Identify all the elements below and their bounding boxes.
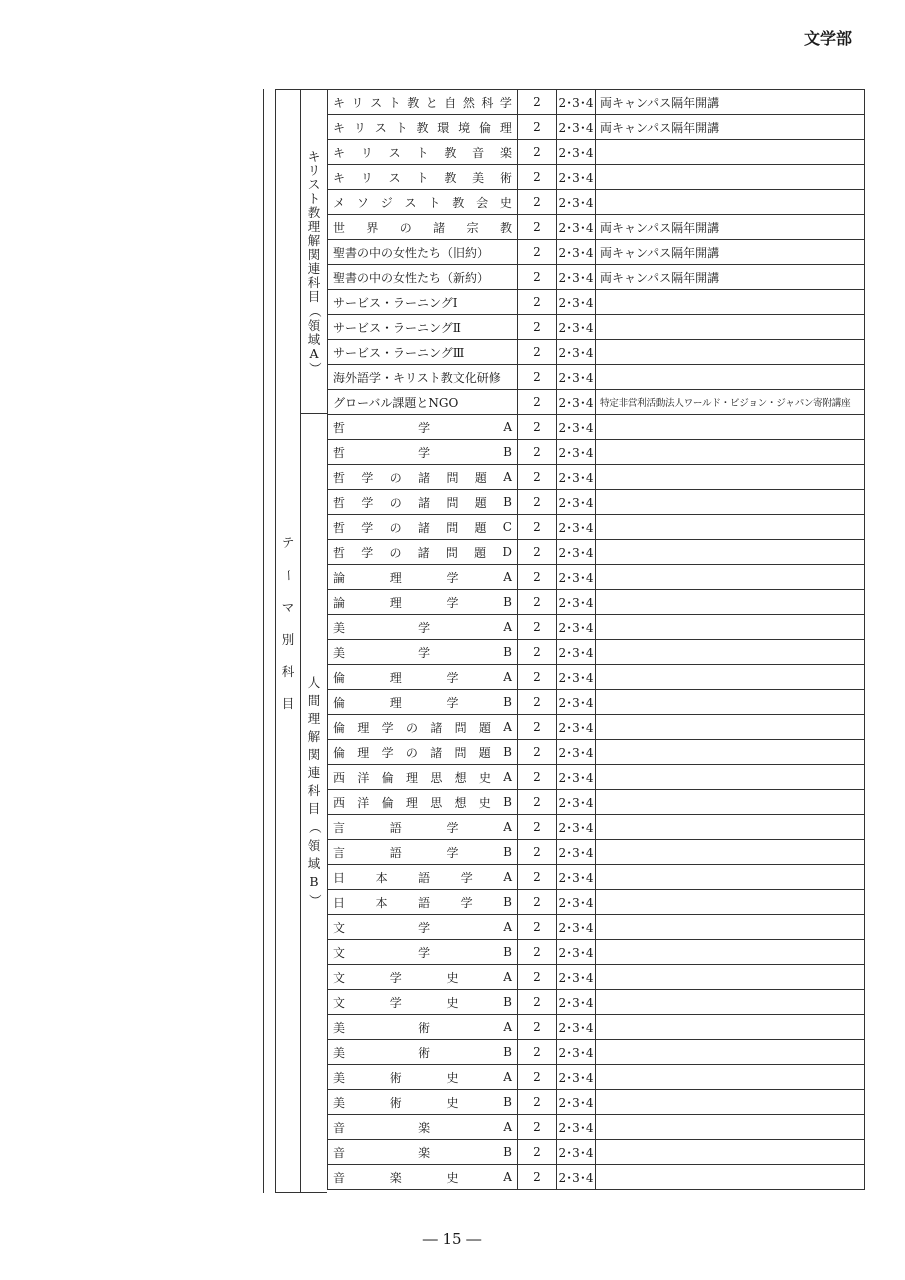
course-row: [328, 840, 865, 865]
course-name: 日 本 語 学 A: [328, 865, 518, 890]
course-row: [328, 215, 865, 240]
course-row: [328, 890, 865, 915]
note-cell: 両キャンパス隔年開講: [596, 240, 865, 265]
label-char: テ: [281, 535, 295, 550]
label-char: 域: [307, 855, 321, 871]
years-cell: 2･3･4: [557, 865, 596, 890]
years-cell: 2･3･4: [557, 765, 596, 790]
years-cell: 2･3･4: [557, 565, 596, 590]
course-row: [328, 1065, 865, 1090]
course-name: 哲 学 の 諸 問 題 C: [328, 515, 518, 540]
note-cell: [596, 290, 865, 315]
years-cell: 2･3･4: [557, 790, 596, 815]
course-name: 倫 理 学 の 諸 問 題 B: [328, 740, 518, 765]
label-char: 教: [307, 205, 321, 220]
years-cell: 2･3･4: [557, 415, 596, 440]
course-name: 海外語学・キリスト教文化研修: [328, 365, 518, 390]
top-border: [275, 89, 327, 90]
course-name: 論 理 学 B: [328, 590, 518, 615]
course-name: 日 本 語 学 B: [328, 890, 518, 915]
label-char: 科: [307, 275, 321, 290]
credits-cell: 2: [518, 340, 557, 365]
credits-cell: 2: [518, 940, 557, 965]
course-row: [328, 715, 865, 740]
years-cell: 2･3･4: [557, 840, 596, 865]
note-cell: [596, 840, 865, 865]
course-name: 美 術 A: [328, 1015, 518, 1040]
course-name: 哲 学 A: [328, 415, 518, 440]
years-cell: 2･3･4: [557, 615, 596, 640]
note-cell: [596, 515, 865, 540]
credits-cell: 2: [518, 665, 557, 690]
credits-cell: 2: [518, 740, 557, 765]
course-name: キ リ ス ト 教 と 自 然 科 学: [328, 90, 518, 115]
course-row: [328, 940, 865, 965]
course-row: [328, 865, 865, 890]
years-cell: 2･3･4: [557, 365, 596, 390]
years-cell: 2･3･4: [557, 215, 596, 240]
credits-cell: 2: [518, 490, 557, 515]
years-cell: 2･3･4: [557, 940, 596, 965]
note-cell: [596, 990, 865, 1015]
years-cell: 2･3･4: [557, 90, 596, 115]
course-row: [328, 990, 865, 1015]
course-row: [328, 1115, 865, 1140]
label-char: 連: [307, 765, 321, 780]
note-cell: [596, 315, 865, 340]
note-cell: [596, 865, 865, 890]
course-name: 美 学 A: [328, 615, 518, 640]
group-separator: [300, 413, 327, 414]
note-cell: [596, 790, 865, 815]
course-row: [328, 640, 865, 665]
credits-cell: 2: [518, 815, 557, 840]
course-name: 西 洋 倫 理 思 想 史 B: [328, 790, 518, 815]
course-row: [328, 1040, 865, 1065]
label-char: 科: [307, 783, 321, 798]
note-cell: 特定非営利活動法人ワールド・ビジョン・ジャパン寄附講座: [596, 390, 865, 415]
course-row: [328, 315, 865, 340]
credits-cell: 2: [518, 465, 557, 490]
course-name: 世 界 の 諸 宗 教: [328, 215, 518, 240]
years-cell: 2･3･4: [557, 515, 596, 540]
credits-cell: 2: [518, 865, 557, 890]
course-row: [328, 440, 865, 465]
course-row: [328, 790, 865, 815]
credits-cell: 2: [518, 990, 557, 1015]
course-name: 西 洋 倫 理 思 想 史 A: [328, 765, 518, 790]
years-cell: 2･3･4: [557, 640, 596, 665]
credits-cell: 2: [518, 165, 557, 190]
note-cell: [596, 340, 865, 365]
course-table: [327, 89, 865, 1190]
years-cell: 2･3･4: [557, 890, 596, 915]
years-cell: 2･3･4: [557, 465, 596, 490]
page-number: ― 15 ―: [422, 1230, 482, 1248]
label-char: 領: [307, 317, 321, 333]
course-row: [328, 1015, 865, 1040]
credits-cell: 2: [518, 240, 557, 265]
note-cell: [596, 465, 865, 490]
note-cell: 両キャンパス隔年開講: [596, 90, 865, 115]
credits-cell: 2: [518, 1140, 557, 1165]
note-cell: [596, 890, 865, 915]
note-cell: [596, 665, 865, 690]
course-row: [328, 1140, 865, 1165]
course-row: [328, 615, 865, 640]
course-name: メ ソ ジ ス ト 教 会 史: [328, 190, 518, 215]
credits-cell: 2: [518, 315, 557, 340]
course-name: 倫 理 学 A: [328, 665, 518, 690]
note-cell: [596, 690, 865, 715]
credits-cell: 2: [518, 415, 557, 440]
course-name: 音 楽 B: [328, 1140, 518, 1165]
course-row: [328, 665, 865, 690]
label-char: 解: [307, 729, 321, 744]
credits-cell: 2: [518, 290, 557, 315]
credits-cell: 2: [518, 890, 557, 915]
credits-cell: 2: [518, 615, 557, 640]
label-char: ー: [281, 568, 297, 582]
course-name: 文 学 A: [328, 915, 518, 940]
label-char: （: [307, 820, 323, 834]
years-cell: 2･3･4: [557, 315, 596, 340]
outer-left-border: [263, 89, 264, 1193]
credits-cell: 2: [518, 715, 557, 740]
label-char: 間: [307, 693, 321, 708]
note-cell: [596, 190, 865, 215]
course-name: 倫 理 学 B: [328, 690, 518, 715]
years-cell: 2･3･4: [557, 1140, 596, 1165]
credits-cell: 2: [518, 1115, 557, 1140]
years-cell: 2･3･4: [557, 990, 596, 1015]
credits-cell: 2: [518, 190, 557, 215]
years-cell: 2･3･4: [557, 815, 596, 840]
course-row: [328, 340, 865, 365]
years-cell: 2･3･4: [557, 390, 596, 415]
note-cell: [596, 1115, 865, 1140]
credits-cell: 2: [518, 365, 557, 390]
note-cell: [596, 565, 865, 590]
note-cell: [596, 540, 865, 565]
course-name: 文 学 史 B: [328, 990, 518, 1015]
label-char: 科: [281, 663, 295, 679]
course-name: 文 学 B: [328, 940, 518, 965]
course-row: [328, 90, 865, 115]
credits-cell: 2: [518, 965, 557, 990]
credits-cell: 2: [518, 1090, 557, 1115]
label-char: ス: [307, 177, 321, 192]
course-row: [328, 815, 865, 840]
years-cell: 2･3･4: [557, 1090, 596, 1115]
label-char: 域: [307, 331, 321, 347]
course-name: 美 学 B: [328, 640, 518, 665]
course-name: グローバル課題とNGO: [328, 390, 518, 415]
note-cell: [596, 765, 865, 790]
label-char: リ: [307, 163, 321, 178]
course-row: [328, 765, 865, 790]
note-cell: [596, 165, 865, 190]
label-char: 連: [307, 261, 321, 276]
note-cell: [596, 940, 865, 965]
label-char: （: [307, 304, 323, 318]
note-cell: [596, 440, 865, 465]
label-char: 理: [307, 219, 321, 234]
note-cell: [596, 365, 865, 390]
credits-cell: 2: [518, 590, 557, 615]
course-row: [328, 140, 865, 165]
credits-cell: 2: [518, 565, 557, 590]
label-char: 目: [307, 801, 321, 816]
credits-cell: 2: [518, 1040, 557, 1065]
years-cell: 2･3･4: [557, 690, 596, 715]
course-name: 論 理 学 A: [328, 565, 518, 590]
course-row: [328, 490, 865, 515]
credits-cell: 2: [518, 440, 557, 465]
credits-cell: 2: [518, 915, 557, 940]
label-char: 目: [281, 695, 295, 711]
credits-cell: 2: [518, 540, 557, 565]
credits-cell: 2: [518, 115, 557, 140]
course-row: [328, 290, 865, 315]
course-name: キ リ ス ト 教 美 術: [328, 165, 518, 190]
note-cell: [596, 1015, 865, 1040]
label-char: ）: [307, 893, 323, 907]
course-name: キ リ ス ト 教 音 楽: [328, 140, 518, 165]
course-row: [328, 415, 865, 440]
note-cell: [596, 415, 865, 440]
label-char: 人: [307, 675, 321, 690]
course-row: [328, 265, 865, 290]
course-name: 文 学 史 A: [328, 965, 518, 990]
label-char: キ: [307, 149, 321, 164]
label-char: 解: [307, 233, 321, 248]
years-cell: 2･3･4: [557, 165, 596, 190]
years-cell: 2･3･4: [557, 190, 596, 215]
credits-cell: 2: [518, 690, 557, 715]
label-char: B: [309, 873, 319, 889]
credits-cell: 2: [518, 1165, 557, 1190]
course-row: [328, 365, 865, 390]
years-cell: 2･3･4: [557, 290, 596, 315]
course-row: [328, 1090, 865, 1115]
credits-cell: 2: [518, 640, 557, 665]
note-cell: [596, 1040, 865, 1065]
group-label-area-b: [304, 676, 324, 907]
course-row: [328, 690, 865, 715]
years-cell: 2･3･4: [557, 440, 596, 465]
note-cell: [596, 490, 865, 515]
course-row: [328, 515, 865, 540]
label-char: マ: [281, 599, 295, 615]
years-cell: 2･3･4: [557, 715, 596, 740]
note-cell: [596, 1090, 865, 1115]
credits-cell: 2: [518, 840, 557, 865]
course-row: [328, 565, 865, 590]
label-char: ）: [307, 361, 323, 375]
course-name: サービス・ラーニングⅢ: [328, 340, 518, 365]
category-divider: [275, 89, 276, 1193]
course-name: 美 術 史 A: [328, 1065, 518, 1090]
credits-cell: 2: [518, 765, 557, 790]
course-name: 聖書の中の女性たち（旧約）: [328, 240, 518, 265]
department-header: 文学部: [803, 29, 852, 48]
years-cell: 2･3･4: [557, 965, 596, 990]
label-char: 関: [307, 247, 321, 262]
credits-cell: 2: [518, 265, 557, 290]
course-name: 哲 学 の 諸 問 題 B: [328, 490, 518, 515]
note-cell: [596, 1165, 865, 1190]
years-cell: 2･3･4: [557, 240, 596, 265]
years-cell: 2･3･4: [557, 340, 596, 365]
note-cell: [596, 965, 865, 990]
course-name: サービス・ラーニングⅠ: [328, 290, 518, 315]
years-cell: 2･3･4: [557, 665, 596, 690]
years-cell: 2･3･4: [557, 1165, 596, 1190]
course-name: キ リ ス ト 教 環 境 倫 理: [328, 115, 518, 140]
label-char: 関: [307, 747, 321, 762]
years-cell: 2･3･4: [557, 1115, 596, 1140]
course-name: 哲 学 の 諸 問 題 D: [328, 540, 518, 565]
course-row: [328, 115, 865, 140]
note-cell: [596, 615, 865, 640]
years-cell: 2･3･4: [557, 1065, 596, 1090]
years-cell: 2･3･4: [557, 540, 596, 565]
note-cell: [596, 740, 865, 765]
years-cell: 2･3･4: [557, 740, 596, 765]
course-name: 言 語 学 B: [328, 840, 518, 865]
label-char: 領: [307, 837, 321, 853]
note-cell: 両キャンパス隔年開講: [596, 215, 865, 240]
course-row: [328, 590, 865, 615]
years-cell: 2･3･4: [557, 590, 596, 615]
course-name: 言 語 学 A: [328, 815, 518, 840]
years-cell: 2･3･4: [557, 1015, 596, 1040]
course-name: 哲 学 B: [328, 440, 518, 465]
years-cell: 2･3･4: [557, 265, 596, 290]
note-cell: [596, 815, 865, 840]
course-name: サービス・ラーニングⅡ: [328, 315, 518, 340]
course-row: [328, 540, 865, 565]
note-cell: [596, 1140, 865, 1165]
years-cell: 2･3･4: [557, 140, 596, 165]
note-cell: 両キャンパス隔年開講: [596, 265, 865, 290]
credits-cell: 2: [518, 1015, 557, 1040]
course-row: [328, 240, 865, 265]
years-cell: 2･3･4: [557, 1040, 596, 1065]
group-label-area-a: [304, 150, 324, 375]
credits-cell: 2: [518, 1065, 557, 1090]
category-label-theme: [278, 536, 298, 711]
credits-cell: 2: [518, 390, 557, 415]
course-name: 哲 学 の 諸 問 題 A: [328, 465, 518, 490]
label-char: 理: [307, 711, 321, 726]
credits-cell: 2: [518, 90, 557, 115]
credits-cell: 2: [518, 140, 557, 165]
note-cell: [596, 1065, 865, 1090]
course-row: [328, 465, 865, 490]
note-cell: [596, 140, 865, 165]
credits-cell: 2: [518, 790, 557, 815]
label-char: 別: [281, 631, 295, 647]
note-cell: [596, 640, 865, 665]
credits-cell: 2: [518, 515, 557, 540]
years-cell: 2･3･4: [557, 915, 596, 940]
credits-cell: 2: [518, 215, 557, 240]
group-divider: [300, 89, 301, 1193]
course-name: 音 楽 A: [328, 1115, 518, 1140]
years-cell: 2･3･4: [557, 115, 596, 140]
note-cell: [596, 590, 865, 615]
note-cell: [596, 715, 865, 740]
course-name: 音 楽 史 A: [328, 1165, 518, 1190]
label-char: A: [309, 345, 319, 361]
course-name: 倫 理 学 の 諸 問 題 A: [328, 715, 518, 740]
course-row: [328, 915, 865, 940]
course-row: [328, 390, 865, 415]
course-row: [328, 190, 865, 215]
note-cell: [596, 915, 865, 940]
bottom-border: [275, 1192, 327, 1193]
course-row: [328, 1165, 865, 1190]
course-row: [328, 165, 865, 190]
years-cell: 2･3･4: [557, 490, 596, 515]
label-char: ト: [307, 191, 321, 206]
course-row: [328, 740, 865, 765]
course-name: 聖書の中の女性たち（新約）: [328, 265, 518, 290]
label-char: 目: [307, 289, 321, 304]
note-cell: 両キャンパス隔年開講: [596, 115, 865, 140]
course-name: 美 術 史 B: [328, 1090, 518, 1115]
course-name: 美 術 B: [328, 1040, 518, 1065]
course-row: [328, 965, 865, 990]
